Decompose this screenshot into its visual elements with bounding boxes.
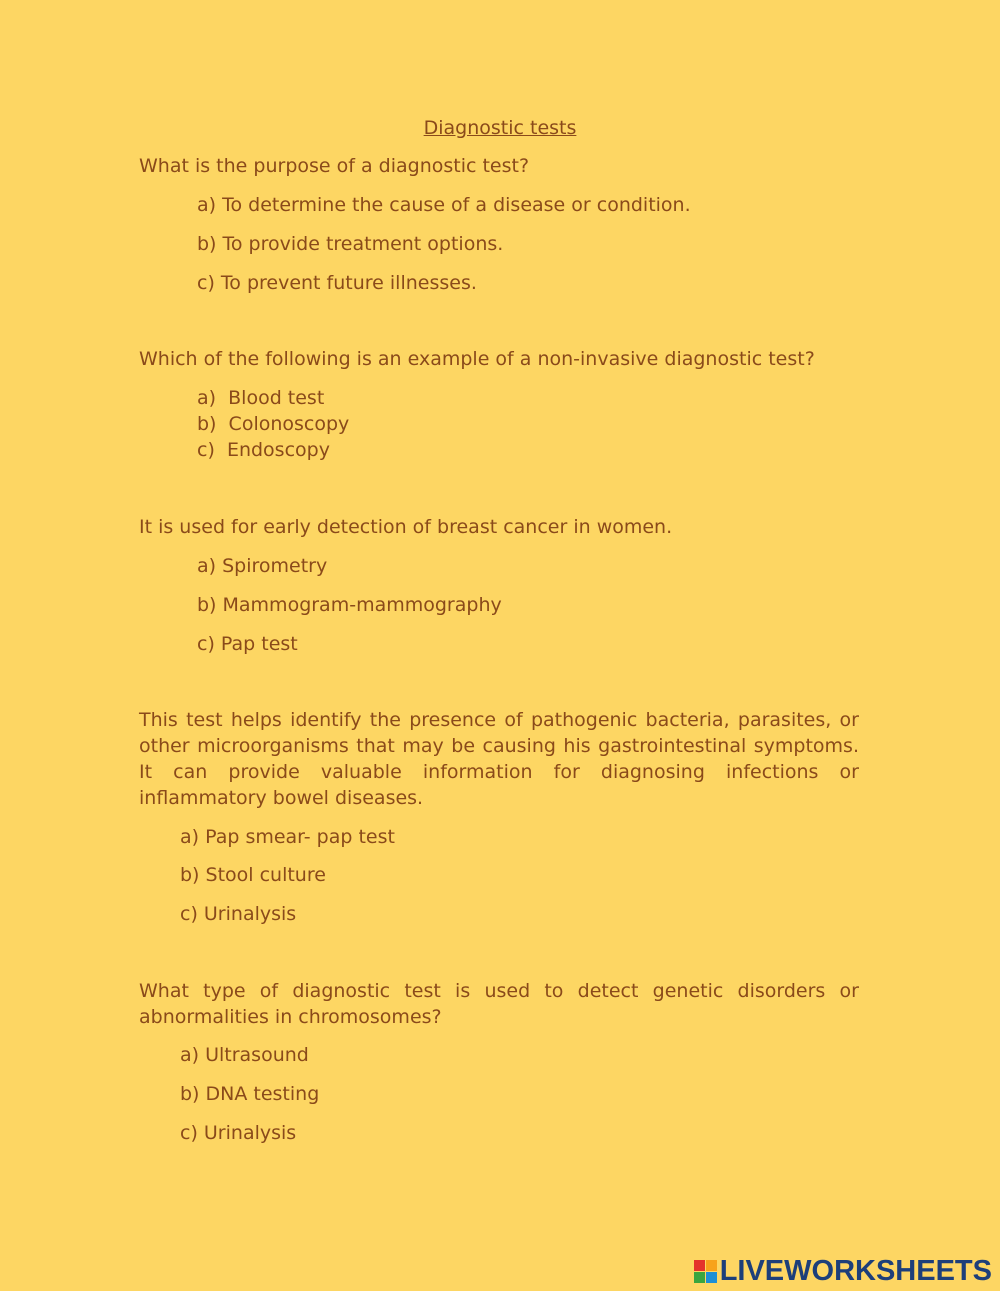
question-2-option-a[interactable]: a) Blood test: [197, 387, 325, 409]
question-5-option-a[interactable]: a) Ultrasound: [180, 1044, 309, 1066]
logo-square-orange: [706, 1260, 717, 1271]
question-1-option-a[interactable]: a) To determine the cause of a disease or condition.: [197, 194, 691, 216]
question-3-option-a[interactable]: a) Spirometry: [197, 555, 328, 577]
question-1-text: What is the purpose of a diagnostic test?: [139, 155, 530, 177]
liveworksheets-logo-text: LIVEWORKSHEETS: [719, 1254, 992, 1287]
question-4-option-b[interactable]: b) Stool culture: [180, 864, 326, 886]
question-3-text: It is used for early detection of breast cancer in women.: [139, 516, 673, 538]
question-4-option-a[interactable]: a) Pap smear- pap test: [180, 826, 395, 848]
liveworksheets-logo[interactable]: [694, 1255, 992, 1287]
question-4-text: This test helps identify the presence of pathogenic bacteria, parasites, or other microorganisms that may be causing his gastrointestinal symptoms. It can provide valuable information for diagnosing infections or inflammatory bowel diseases.: [139, 709, 859, 809]
logo-square-red: [694, 1260, 705, 1271]
question-4-option-c[interactable]: c) Urinalysis: [180, 903, 297, 925]
question-5-text: What type of diagnostic test is used to detect genetic disorders or abnormalities in chromosomes?: [139, 980, 859, 1028]
question-3-option-c[interactable]: c) Pap test: [197, 633, 298, 655]
logo-square-green: [694, 1272, 705, 1283]
question-5-option-c[interactable]: c) Urinalysis: [180, 1122, 297, 1144]
question-2-option-c[interactable]: c) Endoscopy: [197, 439, 330, 461]
question-1-option-c[interactable]: c) To prevent future illnesses.: [197, 272, 477, 294]
question-2-option-b[interactable]: b) Colonoscopy: [197, 413, 350, 435]
liveworksheets-logo-icon: [694, 1260, 717, 1283]
question-2-text: Which of the following is an example of a non-invasive diagnostic test?: [139, 348, 815, 370]
question-1-option-b[interactable]: b) To provide treatment options.: [197, 233, 504, 255]
logo-square-blue: [706, 1272, 717, 1283]
question-5-option-b[interactable]: b) DNA testing: [180, 1083, 320, 1105]
question-3-option-b[interactable]: b) Mammogram-mammography: [197, 594, 502, 616]
page-title: Diagnostic tests: [423, 117, 577, 139]
